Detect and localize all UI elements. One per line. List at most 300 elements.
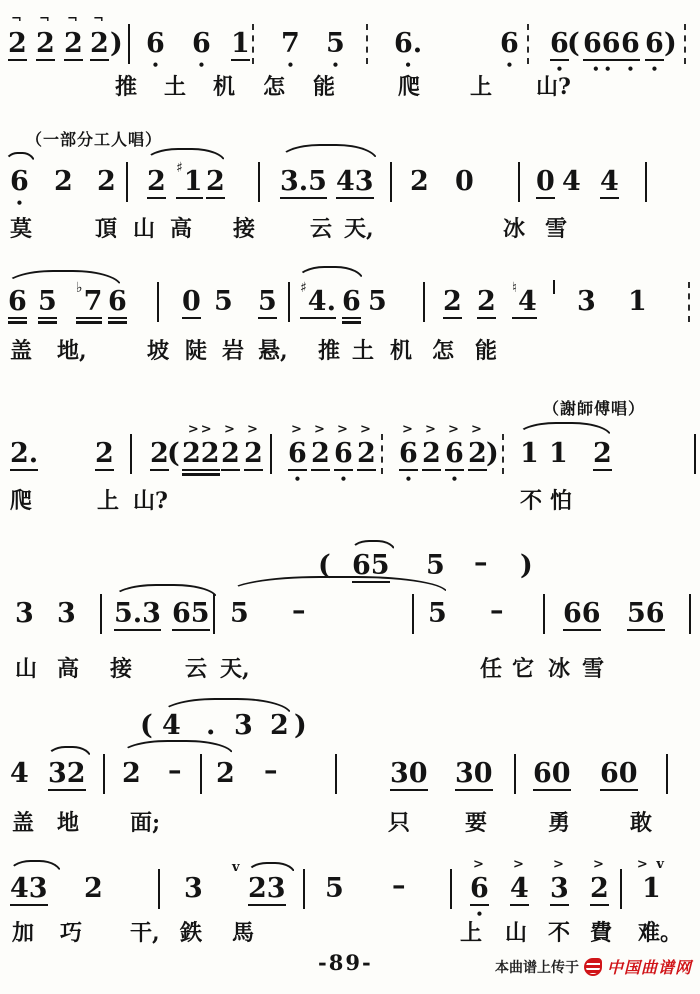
- octave-dot: •: [331, 58, 340, 72]
- note-glyph: 65: [352, 550, 390, 581]
- breath-mark: v: [232, 860, 240, 875]
- note-token: [176, 160, 203, 199]
- note-token: [577, 288, 596, 315]
- note-token: [206, 168, 225, 199]
- note-token: [64, 12, 83, 61]
- dashed-barline: [366, 24, 368, 64]
- note-glyph: (: [567, 28, 580, 59]
- octave-dot: •: [286, 58, 295, 72]
- note-token: [38, 288, 57, 324]
- note-glyph: 3.5: [280, 166, 327, 197]
- note-glyph: 2: [221, 438, 240, 469]
- accent-mark: >: [336, 422, 350, 437]
- dashed-barline: [527, 24, 529, 64]
- barline: [103, 754, 105, 794]
- duration-underline: [108, 317, 127, 319]
- note-glyph: 0: [182, 286, 201, 317]
- note-glyph: 1: [520, 438, 539, 469]
- lyric-char: 高: [170, 216, 193, 242]
- duration-underline: [36, 59, 55, 61]
- note-glyph: 6: [8, 286, 27, 317]
- duration-underline: [512, 317, 537, 319]
- octave-dot: • •: [592, 62, 612, 77]
- duration-underline: [280, 197, 327, 199]
- note-glyph: 32: [48, 758, 86, 789]
- note-token: [114, 600, 161, 631]
- octave-dot: •: [293, 472, 302, 487]
- note-glyph: 2: [84, 873, 103, 904]
- note-glyph: 2: [244, 438, 263, 469]
- barline: [213, 594, 215, 634]
- note-glyph: 2: [311, 438, 330, 469]
- note-token: [168, 755, 182, 787]
- note-glyph: 2: [590, 873, 609, 904]
- duration-underline: [422, 469, 441, 471]
- note-glyph: 1: [231, 28, 250, 59]
- note-glyph: 3: [234, 710, 253, 741]
- note-glyph: 5: [325, 873, 344, 904]
- barline: [303, 869, 305, 909]
- lyric-char: 高: [57, 656, 80, 682]
- note-glyph: 0: [536, 166, 555, 197]
- duration-underline: [108, 321, 127, 323]
- note-token: [357, 422, 376, 471]
- duration-underline: [443, 317, 462, 319]
- barline: [158, 869, 160, 909]
- dashed-barline: [684, 24, 686, 64]
- note-glyph: 2: [97, 166, 116, 197]
- lyric-char: 能: [313, 74, 336, 100]
- lyric-char: 勇: [548, 810, 571, 836]
- duration-underline: [311, 469, 330, 471]
- note-token: [536, 168, 555, 199]
- lyric-char: 土: [164, 74, 187, 100]
- barline: [126, 162, 128, 202]
- note-glyph: 5: [258, 286, 277, 317]
- lyric-char: 不: [548, 920, 571, 946]
- note-glyph: 22: [182, 438, 220, 469]
- duration-underline: [90, 59, 109, 61]
- note-glyph: 2: [410, 166, 429, 197]
- articulation-mark: ¬: [92, 12, 106, 27]
- accent-mark: >: [592, 857, 606, 872]
- duration-underline: [510, 904, 529, 906]
- duration-underline: [150, 469, 169, 471]
- note-glyph: ): [486, 438, 499, 469]
- lyric-char: 云: [310, 216, 333, 242]
- lyric-char: 土: [352, 338, 375, 364]
- note-token: [84, 875, 103, 902]
- slur-arc: [8, 860, 62, 874]
- note-glyph: 6: [146, 28, 165, 59]
- note-token: [443, 288, 462, 319]
- slur-arc: [278, 144, 378, 161]
- note-token: [150, 440, 169, 471]
- barline: [543, 594, 545, 634]
- barline: [288, 282, 290, 322]
- note-glyph: (: [318, 550, 331, 581]
- note-token: [8, 12, 27, 61]
- duration-underline: [258, 317, 277, 319]
- note-token: [512, 280, 537, 319]
- note-token: [510, 857, 529, 906]
- lyric-char: 干,: [130, 920, 160, 946]
- duration-underline: [583, 59, 621, 61]
- note-token: [600, 760, 638, 791]
- note-token: [167, 440, 180, 467]
- note-glyph: 2.: [10, 438, 39, 469]
- note-glyph: 3: [550, 873, 569, 904]
- note-token: [294, 712, 307, 739]
- note-token: [230, 600, 249, 627]
- barline: [645, 162, 647, 202]
- note-glyph: 6: [108, 286, 127, 317]
- note-token: [550, 28, 569, 77]
- slur-arc: [516, 422, 612, 437]
- dashed-barline: [252, 24, 254, 64]
- accidental-sign: ♭: [76, 280, 83, 296]
- duration-underline: [248, 904, 286, 906]
- note-token: [600, 168, 619, 199]
- duration-underline: [342, 317, 361, 319]
- duration-underline: [182, 473, 220, 475]
- note-glyph: 66: [563, 598, 601, 629]
- note-token: [533, 760, 571, 791]
- duration-underline: [470, 904, 489, 906]
- lyric-char: 敢: [630, 810, 653, 836]
- note-glyph: 2: [206, 166, 225, 197]
- note-token: [110, 30, 123, 57]
- lyric-char: 任: [480, 656, 503, 682]
- duration-underline: [8, 321, 27, 323]
- note-token: [368, 288, 387, 315]
- note-glyph: 30: [455, 758, 493, 789]
- note-glyph: ): [110, 28, 123, 59]
- lyric-row: [0, 922, 700, 952]
- watermark-prefix: 本曲谱上传于: [494, 959, 579, 976]
- duration-underline: [336, 197, 374, 199]
- barline: [514, 754, 516, 794]
- octave-dot: •: [650, 62, 659, 77]
- note-glyph: 6: [334, 438, 353, 469]
- note-token: [334, 422, 353, 487]
- barline: [518, 162, 520, 202]
- note-glyph: 2: [216, 758, 235, 789]
- note-glyph: 5: [426, 550, 445, 581]
- note-glyph: 5: [428, 598, 447, 629]
- lyric-char: 莫: [10, 216, 33, 242]
- duration-underline: [593, 469, 612, 471]
- lyric-char: 上: [460, 920, 483, 946]
- note-glyph: 5: [38, 286, 57, 317]
- watermark-site-name: 中国曲谱网: [606, 958, 692, 977]
- octave-dot: •: [151, 58, 160, 72]
- lyric-char: 机: [390, 338, 413, 364]
- note-glyph: 6: [399, 438, 418, 469]
- note-glyph: 6: [192, 28, 211, 59]
- lyric-char: 天,: [344, 216, 374, 242]
- note-token: [583, 28, 621, 77]
- barline: [666, 754, 668, 794]
- note-token: [500, 30, 519, 70]
- duration-underline: [563, 629, 601, 631]
- note-glyph: 5: [230, 598, 249, 629]
- note-glyph: 4: [10, 758, 29, 789]
- note-glyph: 2: [8, 28, 27, 59]
- note-glyph: 0: [455, 166, 474, 197]
- slur-arc: [144, 148, 226, 163]
- note-glyph: 5: [326, 28, 345, 59]
- octave-dot: •: [404, 472, 413, 487]
- music-row: [0, 595, 700, 660]
- lyric-char: 冰: [548, 656, 571, 682]
- duration-underline: [114, 629, 161, 631]
- duration-underline: [176, 197, 203, 199]
- note-token: [8, 288, 27, 324]
- note-token: [258, 288, 277, 319]
- note-token: [10, 440, 38, 471]
- note-glyph: ♯ 4.: [300, 280, 336, 317]
- duration-underline: [231, 59, 250, 61]
- lyric-char: 怎: [263, 74, 286, 100]
- lyric-char: 山?: [133, 488, 168, 514]
- accent-mark: >: [359, 422, 373, 437]
- note-token: [192, 30, 211, 70]
- note-token: [221, 422, 240, 471]
- note-glyph: –: [474, 547, 488, 578]
- note-token: [326, 30, 345, 70]
- lyric-char: 要: [465, 810, 488, 836]
- music-row: [0, 755, 700, 820]
- note-token: [490, 595, 504, 627]
- duration-underline: [600, 789, 638, 791]
- note-token: [311, 422, 330, 471]
- note-glyph: 6: [445, 438, 464, 469]
- lyric-char: 悬,: [258, 338, 288, 364]
- lyric-char: 机: [213, 74, 236, 100]
- lyric-char: 盖: [12, 810, 35, 836]
- duration-underline: [10, 904, 48, 906]
- note-token: [318, 552, 331, 579]
- note-glyph: 3: [15, 598, 34, 629]
- note-glyph: 2: [36, 28, 55, 59]
- singer-annotation: （謝師傅唱）: [543, 399, 646, 418]
- lyric-char: 推: [115, 74, 138, 100]
- barline: [130, 434, 132, 474]
- note-token: [97, 168, 116, 195]
- note-glyph: 2: [150, 438, 169, 469]
- note-token: [280, 168, 327, 199]
- note-glyph: 2: [593, 438, 612, 469]
- articulation-mark: ¬: [38, 12, 52, 27]
- slur-arc: [4, 270, 122, 287]
- note-token: [216, 760, 235, 787]
- lyric-char: 不: [520, 488, 543, 514]
- dashed-barline: [688, 282, 690, 322]
- note-token: [390, 760, 428, 791]
- note-glyph: 3: [57, 598, 76, 629]
- site-logo-icon: [584, 958, 602, 976]
- note-token: [76, 280, 103, 324]
- octave-dot: •: [555, 62, 564, 77]
- lyric-char: 云: [185, 656, 208, 682]
- note-token: [562, 168, 581, 195]
- note-token: [36, 12, 55, 61]
- note-glyph: 2: [422, 438, 441, 469]
- accent-mark: >: [246, 422, 260, 437]
- lyric-char: 費: [590, 920, 613, 946]
- duration-underline: [221, 469, 240, 471]
- lyric-char: 推: [318, 338, 341, 364]
- lyric-row: [0, 218, 700, 248]
- duration-underline: [182, 317, 201, 319]
- note-glyph: –: [392, 870, 406, 901]
- note-glyph: 2: [95, 438, 114, 469]
- lyric-char: 雪: [582, 656, 605, 682]
- lyric-char: 山: [505, 920, 528, 946]
- note-token: [234, 712, 253, 739]
- note-token: [162, 712, 181, 739]
- note-glyph: 4: [162, 710, 181, 741]
- lyric-char: 接: [233, 216, 256, 242]
- note-glyph: 6: [645, 28, 664, 59]
- note-glyph: ♭ 7: [76, 280, 103, 317]
- lyric-char: 怎: [432, 338, 455, 364]
- note-glyph: 4: [510, 873, 529, 904]
- accent-mark: >: [472, 857, 486, 872]
- half-barline: [553, 280, 555, 294]
- note-glyph: 6: [342, 286, 361, 317]
- lyric-char: 上: [470, 74, 493, 100]
- note-glyph: 2: [468, 438, 487, 469]
- note-token: [422, 422, 441, 471]
- note-token: [231, 30, 250, 61]
- duration-underline: [550, 59, 569, 61]
- duration-underline: [455, 789, 493, 791]
- note-token: [172, 600, 210, 631]
- lyric-char: 它: [512, 656, 535, 682]
- slur-arc: [350, 540, 396, 552]
- note-token: [10, 760, 29, 787]
- duration-underline: [645, 59, 664, 61]
- barline: [157, 282, 159, 322]
- note-token: [10, 168, 29, 208]
- lyric-char: 山?: [536, 74, 571, 100]
- duration-underline: [8, 59, 27, 61]
- octave-dot: •: [475, 907, 484, 922]
- lyric-char: 难。: [638, 920, 683, 946]
- octave-dot: •: [197, 58, 206, 72]
- note-glyph: 4: [600, 166, 619, 197]
- accent-mark: >: [512, 857, 526, 872]
- note-token: [48, 760, 86, 791]
- accent-mark: >>: [187, 422, 214, 437]
- duration-underline: [64, 59, 83, 61]
- barline: [258, 162, 260, 202]
- duration-underline: [468, 469, 487, 471]
- duration-underline: [477, 317, 496, 319]
- note-token: [206, 712, 215, 739]
- note-token: [342, 288, 361, 324]
- lyric-char: 只: [388, 810, 411, 836]
- note-token: [336, 168, 374, 199]
- singer-annotation: （一部分工人唱）: [26, 130, 163, 149]
- accent-mark: >: [424, 422, 438, 437]
- note-token: [392, 870, 406, 902]
- octave-dot: •: [404, 58, 412, 72]
- barline: [128, 24, 130, 64]
- note-token: [214, 288, 233, 315]
- lyric-row: [0, 490, 700, 520]
- note-token: [399, 422, 418, 487]
- lyric-char: 怕: [550, 488, 573, 514]
- lyric-char: 地,: [57, 338, 87, 364]
- note-token: [57, 600, 76, 627]
- duration-underline: [206, 197, 225, 199]
- note-token: [550, 857, 569, 906]
- slur-arc: [160, 698, 292, 715]
- note-token: [426, 552, 445, 579]
- accidental-sign: ♮: [512, 280, 518, 296]
- note-token: [645, 28, 664, 77]
- lyric-row: [0, 76, 700, 106]
- note-token: [468, 422, 487, 471]
- watermark: [495, 955, 692, 978]
- note-glyph: 2: [54, 166, 73, 197]
- note-token: [477, 288, 496, 319]
- note-token: [270, 712, 289, 739]
- accent-mark: >: [401, 422, 415, 437]
- duration-underline: [399, 469, 418, 471]
- note-glyph: 3: [184, 873, 203, 904]
- note-token: [281, 30, 300, 70]
- note-glyph: 4: [562, 166, 581, 197]
- note-token: [549, 440, 568, 467]
- note-glyph: 60: [533, 758, 571, 789]
- barline: [100, 594, 102, 634]
- note-glyph: ♮ 4: [512, 280, 537, 317]
- note-glyph: 23: [248, 873, 286, 904]
- lyric-char: 山: [133, 216, 156, 242]
- lyric-char: 山: [15, 656, 38, 682]
- note-token: [567, 30, 580, 57]
- barline: [689, 594, 691, 634]
- duration-underline: [342, 321, 361, 323]
- duration-underline: [10, 469, 38, 471]
- note-token: [486, 440, 499, 467]
- note-token: [474, 547, 488, 579]
- note-token: [90, 12, 109, 61]
- note-token: [628, 288, 647, 315]
- duration-underline: [8, 317, 27, 319]
- duration-underline: [244, 469, 263, 471]
- note-glyph: 6: [500, 28, 519, 59]
- barline: [412, 594, 414, 634]
- lyric-char: 盖: [10, 338, 33, 364]
- accent-mark: >: [290, 422, 304, 437]
- barline: [423, 282, 425, 322]
- note-glyph: 43: [336, 166, 374, 197]
- note-token: [445, 422, 464, 487]
- duration-underline: [334, 469, 353, 471]
- note-token: [15, 600, 34, 627]
- note-token: [636, 857, 666, 904]
- lyric-char: 能: [475, 338, 498, 364]
- duration-underline: [38, 321, 57, 323]
- octave-dot: •: [505, 58, 514, 72]
- note-glyph: 7: [281, 28, 300, 59]
- articulation-mark: ¬: [10, 12, 24, 27]
